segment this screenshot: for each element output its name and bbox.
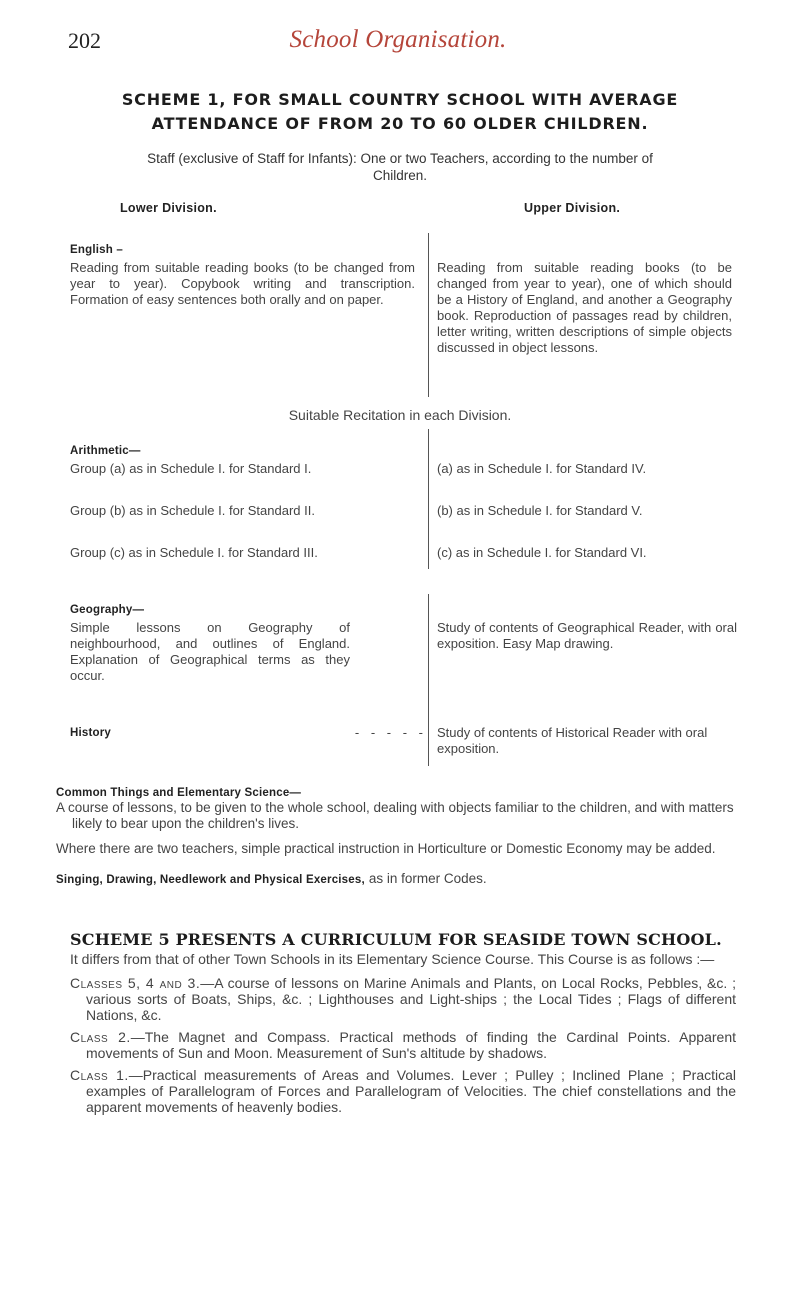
running-header: [68, 28, 728, 58]
common-things-heading: Common Things and Elementary Science—: [56, 787, 302, 799]
arithmetic-group-c-lower: Group (c) as in Schedule I. for Standard III.: [70, 545, 318, 560]
geography-heading: Geography—: [70, 604, 145, 616]
scheme5-class-1: [70, 1067, 736, 1115]
arithmetic-group-b-upper: (b) as in Schedule I. for Standard V.: [437, 503, 643, 518]
classes-5-4-3-text: —A course of lessons on Marine Animals and Plants, on Local Rocks, Pebbles, &c. ; various sorts of Boats, Ships, &c. ; Lighthouses and Light-ships ; the Local Tides ; Flags of different Nations, &c.: [86, 975, 737, 1023]
lower-division-heading: Lower Division.: [120, 201, 217, 215]
staff-note-line1: Staff (exclusive of Staff for Infants): One or two Teachers, according to the number of: [147, 151, 653, 166]
arithmetic-heading: Arithmetic—: [70, 445, 141, 457]
history-upper-text: Study of contents of Historical Reader with oral exposition.: [437, 725, 708, 756]
scheme1-title: [70, 88, 730, 136]
column-divider-english: [428, 233, 429, 397]
scheme5-section: [70, 930, 736, 1115]
class-2-label: Class 2.: [70, 1029, 131, 1045]
column-divider-arithmetic: [428, 429, 429, 569]
singing-heading: Singing, Drawing, Needlework and Physical Exercises,: [56, 874, 365, 886]
class-1-text: —Practical measurements of Areas and Volumes. Lever ; Pulley ; Inclined Plane ; Practical examples of Parallelogram of Forces and Parallelogram of Velocities. The chief constellations and the apparent movements of heavenly bodies.: [86, 1067, 737, 1115]
arithmetic-group-b-lower: Group (b) as in Schedule I. for Standard II.: [70, 503, 315, 518]
common-things-text: A course of lessons, to be given to the whole school, dealing with objects familiar to the children, and with matters likely to bear upon the children's lives.: [56, 800, 734, 831]
singing-tail: as in former Codes.: [368, 871, 487, 886]
scheme5-classes-5-4-3: [70, 975, 736, 1023]
classes-5-4-3-label: Classes 5, 4 and 3.: [70, 975, 201, 991]
upper-division-heading: Upper Division.: [524, 201, 621, 215]
page-number: 202: [68, 28, 101, 53]
class-2-text: —The Magnet and Compass. Practical methods of finding the Cardinal Points. Apparent movements of Sun and Moon. Measurement of Sun's altitude by shadows.: [86, 1029, 736, 1061]
history-leader-dashes: - - - - -: [354, 725, 427, 740]
arithmetic-group-a-upper: (a) as in Schedule I. for Standard IV.: [437, 461, 647, 476]
recitation-note: Suitable Recitation in each Division.: [288, 407, 512, 423]
geography-lower-text: Simple lessons on Geography of neighbourhood, and outlines of England. Explanation of Geographical terms as they occur.: [70, 620, 350, 683]
staff-note: [80, 150, 720, 184]
scheme5-intro: It differs from that of other Town Schools in its Elementary Science Course. This Course is as follows :—: [70, 951, 715, 967]
staff-note-line2: Children.: [372, 168, 428, 183]
geography-upper-text: Study of contents of Geographical Reader, with oral exposition. Easy Map drawing.: [437, 620, 737, 651]
arithmetic-group-a-lower: Group (a) as in Schedule I. for Standard I.: [70, 461, 312, 476]
singing-line: [56, 870, 736, 888]
english-upper-text: Reading from suitable reading books (to be changed from year to year), one of which should be a History of England, and another a Geography book. Reproduction of passages read by children, letter writing, written descriptions of simple objects discussed in object lessons.: [437, 260, 732, 355]
class-1-label: Class 1.: [70, 1067, 129, 1083]
english-heading: English –: [70, 244, 123, 256]
scheme5-title: SCHEME 5 PRESENTS A CURRICULUM FOR SEASIDE TOWN SCHOOL.: [70, 930, 722, 949]
running-title: School Organisation.: [289, 26, 507, 53]
history-heading: History: [70, 727, 112, 739]
scheme1-title-line2: ATTENDANCE OF FROM 20 TO 60 OLDER CHILDREN.: [151, 114, 649, 133]
common-things-section: [56, 787, 736, 888]
scheme1-title-line1: SCHEME 1, FOR SMALL COUNTRY SCHOOL WITH AVERAGE: [121, 90, 679, 109]
english-lower-text: Reading from suitable reading books (to be changed from year to year). Copybook writing and transcription. Formation of easy sentences both orally and on paper.: [70, 260, 415, 307]
two-teachers-note: Where there are two teachers, simple practical instruction in Horticulture or Domestic Economy may be added.: [56, 841, 716, 856]
column-divider-geography-history: [428, 594, 429, 766]
arithmetic-group-c-upper: (c) as in Schedule I. for Standard VI.: [437, 545, 647, 560]
scheme5-class-2: [70, 1029, 736, 1061]
